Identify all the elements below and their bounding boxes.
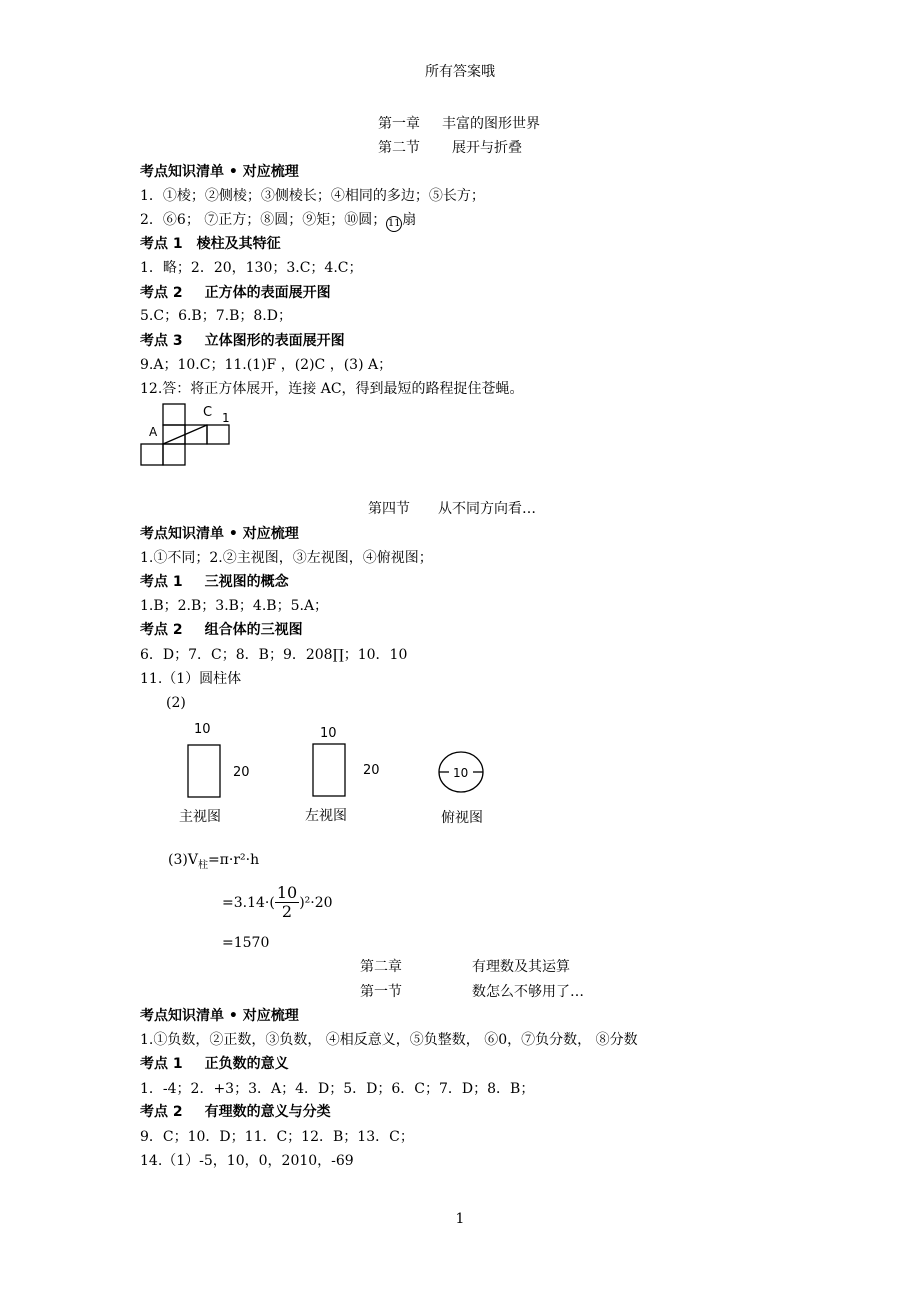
- topic-title: 组合体的三视图: [204, 622, 303, 638]
- topic-label: 考点 1: [140, 236, 183, 252]
- topic-answers: 1．-4；2．+3；3．A；4．D；5．D；6．C；7．D；8．B；: [140, 1081, 535, 1097]
- topic-answers: 9．C；10．D；11．C；12．B；13．C；: [140, 1129, 414, 1145]
- topic-label: 考点 3: [140, 333, 183, 349]
- point-c-label: C: [203, 405, 213, 420]
- topic-title: 立体图形的表面展开图: [204, 333, 345, 349]
- topic-heading: [140, 331, 345, 351]
- calc-result: =1570: [222, 935, 270, 951]
- topic-title: 三视图的概念: [204, 574, 289, 590]
- knowledge-list-heading: 考点知识清单 • 对应梳理: [140, 164, 299, 180]
- knowledge-answer-2-text: 2．⑥6； ⑦正方；⑧圆；⑨矩；⑩圆；: [140, 212, 387, 228]
- volume-symbol: (3)V: [168, 852, 198, 868]
- chapter-number: 第一章: [378, 116, 420, 132]
- net-square: [185, 425, 207, 444]
- circled-number: 11: [386, 216, 402, 232]
- topic-title: 正负数的意义: [204, 1056, 289, 1072]
- front-view-label: 主视图: [179, 809, 221, 825]
- knowledge-answer-1: 1．①棱；②侧棱；③侧棱长；④相同的多边；⑤长方；: [140, 188, 485, 204]
- knowledge-list-heading: 考点知识清单 • 对应梳理: [140, 1008, 299, 1024]
- calc-fraction: [275, 884, 299, 921]
- chapter-title: [378, 114, 540, 134]
- topic-heading: [140, 620, 303, 640]
- topic-answers: 9.A；10.C；11.(1)F ，(2)C ，(3) A；: [140, 357, 393, 373]
- left-view-width: 10: [320, 726, 337, 741]
- chapter-name: 有理数及其运算: [472, 959, 570, 975]
- volume-calculation: [222, 884, 333, 921]
- topic-label: 考点 1: [140, 574, 183, 590]
- question-11-part-2: (2): [166, 695, 186, 711]
- front-view-width: 10: [194, 722, 211, 737]
- left-view-height: 20: [363, 763, 380, 778]
- left-view-rect: [313, 744, 345, 796]
- point-a-label: A: [149, 425, 158, 439]
- topic-label: 考点 2: [140, 1104, 183, 1120]
- topic-answers: 1．略；2．20，130；3.C；4.C；: [140, 260, 363, 276]
- three-views-figure: [170, 715, 500, 830]
- section-title: [360, 982, 584, 1002]
- chapter-name: 丰富的图形世界: [442, 116, 540, 132]
- section-name: 展开与折叠: [452, 140, 522, 156]
- net-square: [207, 425, 229, 444]
- topic-answers: 1.B；2.B；3.B；4.B；5.A；: [140, 598, 329, 614]
- knowledge-answer-1: 1.①不同；2.②主视图，③左视图，④俯视图；: [140, 550, 433, 566]
- net-square: [163, 444, 185, 465]
- topic-label: 考点 1: [140, 1056, 183, 1072]
- net-square: [141, 444, 163, 465]
- section-name: 数怎么不够用了…: [472, 984, 584, 1000]
- front-view-height: 20: [233, 765, 250, 780]
- question-11-part-1: 11.（1）圆柱体: [140, 671, 242, 687]
- topic-heading: [140, 283, 331, 303]
- volume-subscript: 柱: [197, 859, 208, 871]
- calc-suffix: )²·20: [299, 894, 333, 911]
- topic-label: 考点 2: [140, 285, 183, 301]
- chapter-number: 第二章: [360, 959, 402, 975]
- section-number: 第二节: [378, 140, 420, 156]
- topic-title: 棱柱及其特征: [196, 236, 281, 252]
- answer-12: 12.答：将正方体展开，连接 AC，得到最短的路程捉住苍蝇。: [140, 381, 524, 397]
- page-header: 所有答案哦: [425, 64, 495, 80]
- chapter-title: [360, 957, 570, 977]
- number-1-label: 1: [222, 411, 230, 425]
- topic-heading: [140, 572, 289, 592]
- calc-prefix: =3.14·(: [222, 894, 275, 911]
- section-number: 第一节: [360, 984, 402, 1000]
- top-view-label: 俯视图: [441, 810, 483, 826]
- volume-expression: =π·r²·h: [207, 852, 260, 868]
- topic-heading: [140, 1054, 289, 1074]
- page-number: 1: [455, 1211, 465, 1227]
- topic-answers: 6．D；7．C；8．B；9．208∏；10．10: [140, 647, 408, 663]
- volume-formula: [168, 850, 259, 876]
- front-view-rect: [188, 745, 220, 797]
- topic-title: 有理数的意义与分类: [204, 1104, 331, 1120]
- knowledge-answer-1: 1.①负数，②正数，③负数， ④相反意义，⑤负整数， ⑥0，⑦负分数， ⑧分数: [140, 1032, 638, 1048]
- section-name: 从不同方向看…: [438, 501, 536, 517]
- topic-heading: [140, 234, 281, 254]
- topic-label: 考点 2: [140, 622, 183, 638]
- topic-title: 正方体的表面展开图: [204, 285, 331, 301]
- knowledge-answer-2-tail: 扇: [402, 212, 417, 228]
- section-title: [368, 499, 536, 519]
- left-view-label: 左视图: [305, 808, 347, 824]
- net-square: [163, 404, 185, 425]
- net-square: [163, 425, 185, 444]
- knowledge-list-heading: 考点知识清单 • 对应梳理: [140, 526, 299, 542]
- section-number: 第四节: [368, 501, 410, 517]
- cube-net-figure: [136, 400, 246, 470]
- topic-heading: [140, 1102, 331, 1122]
- top-view-diameter: 10: [453, 766, 469, 780]
- section-title: [378, 138, 522, 158]
- topic-answers: 5.C；6.B；7.B；8.D；: [140, 308, 292, 324]
- fraction-denominator: 2: [281, 902, 293, 921]
- fraction-numerator: 10: [276, 883, 298, 902]
- knowledge-answer-2: [140, 210, 416, 232]
- question-14: 14.（1）-5，10，0，2010，-69: [140, 1153, 354, 1169]
